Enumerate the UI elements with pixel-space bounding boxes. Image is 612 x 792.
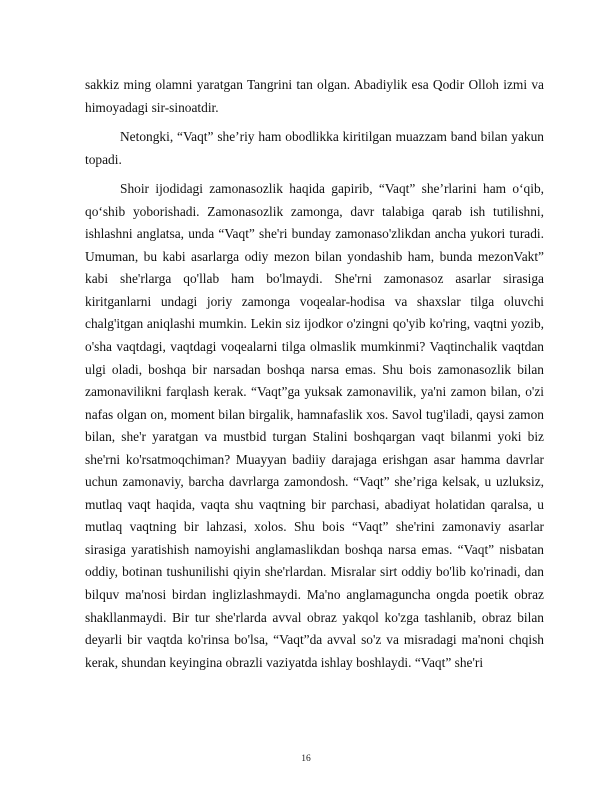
page-number: 16 <box>301 754 311 764</box>
paragraph-vaqt-ending: Netongki, “Vaqt” she’riy ham obodlikka kiritilgan muazzam band bilan yakun topadi. <box>85 129 544 167</box>
paragraph-zamonasozlik: Shoir ijodidagi zamonasozlik haqida gapirib, “Vaqt” she’rlarini ham o‘qib, qo‘shib yoborishadi. Zamonasozlik zamonga, davr talabiga qarab ish tutilishni, ishlashni anglatsa, unda “Vaqt” she'ri bunday zamonaso'zlikdan ancha yukori turadi. Umuman, bu kabi asarlarga odiy mezon bilan yondashib ham, bunda mezonVakt” kabi she'rlarga qo'llab ham bo'lmaydi. She'rni zamonasoz asarlar sirasiga kiritganlarni undagi joriy zamonga voqealar-hodisa va shaxslar tilga oluvchi chalg'itgan aniqlashi mumkin. Lekin siz ijodkor o'zingni qo'yib ko'ring, vaqtni yozib, o'sha vaqtdagi, vaqtdagi voqealarni tilga olmaslik mumkinmi? Vaqtinchalik vaqtdan ulgi oladi, boshqa bir narsadan boshqa narsa emas. Shu bois zamonasozlik bilan zamonavilikni farqlash kerak. “Vaqt”ga yuksak zamonavilik, ya'ni zamon bilan, o'zi nafas olgan on, moment bilan birgalik, hamnafaslik xos. Savol tug'iladi, qaysi zamon bilan, she'r yaratgan va mustbid turgan Stalini boshqargan vaqt bilanmi yoki biz she'rni ko'rsatmoqchiman? Muayyan badiiy darajaga erishgan asar hamma davrlar uchun zamonaviy, barcha davrlarga zamondosh. “Vaqt” she’riga kelsak, u uzluksiz, mutlaq vaqt haqida, vaqta shu vaqtning bir parchasi, abadiyat holatidan qaralsa, u mutlaq vaqtning bir lahzasi, xolos. Shu bois “Vaqt” she'rini zamonaviy asarlar sirasiga yaratishish namoyishi anglamaslikdan boshqa narsa emas. “Vaqt” nisbatan oddiy, botinan tushunilishi qiyin she'rlardan. Misralar sirt oddiy bo'lib ko'rinadi, dan bilquv ma'nosi birdan inglizlashmaydi. Ma'no anglamaguncha ongda poetik obraz shakllanmaydi. Bir tur she'rlarda avval obraz yakqol ko'zga tashlanib, obraz bilan deyarli bir vaqtda ko'rinsa bo'lsa, “Vaqt”da avval so'z va misradagi ma'noni chqish kerak, shundan keyingina obrazli vaziyatda ishlay boshlaydi. “Vaqt” she'ri <box>85 181 544 670</box>
document-body <box>85 74 544 681</box>
paragraph-continuation: sakkiz ming olamni yaratgan Tangrini tan olgan. Abadiylik esa Qodir Olloh izmi va himoyadagi sir-sinoatdir. <box>85 77 544 115</box>
